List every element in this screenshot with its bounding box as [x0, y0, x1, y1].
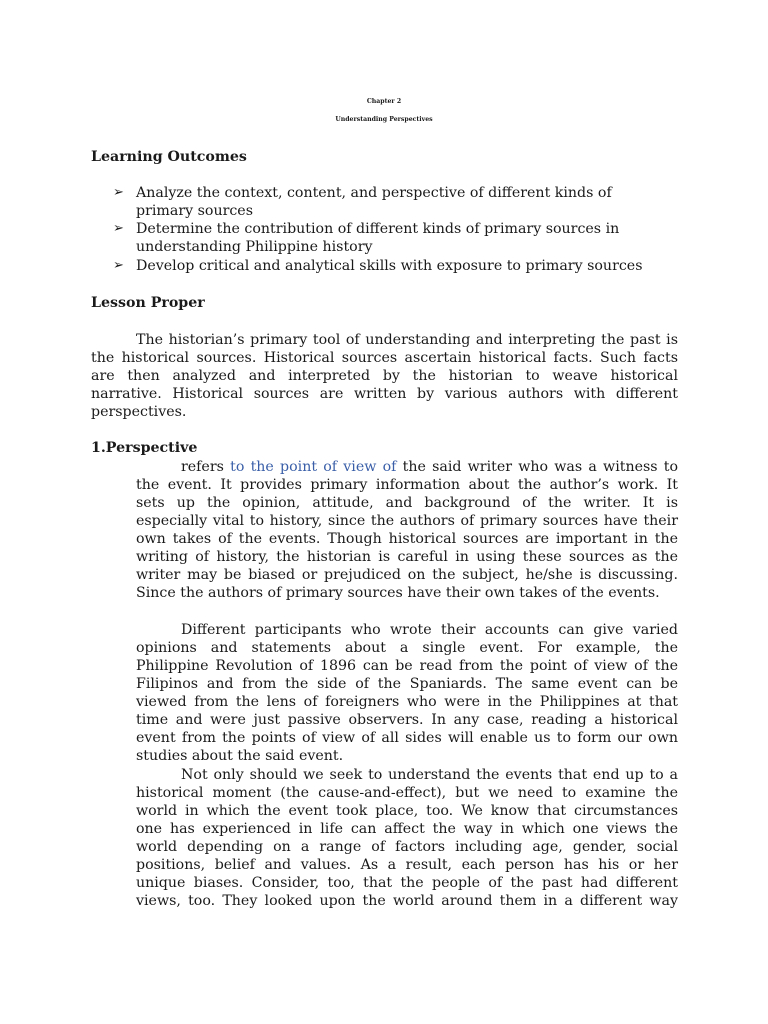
- list-item-text: Determine the contribution of different kinds of primary sources in: [136, 221, 620, 237]
- paragraph-line: event from the points of view of all sides will enable us to form our own: [136, 730, 678, 746]
- point-of-view-highlight: to the point of view of: [230, 459, 397, 475]
- paragraph-line: are then analyzed and interpreted by the historian to weave historical: [91, 368, 678, 384]
- paragraph-line: time and were just passive observers. In any case, reading a historical: [136, 712, 678, 728]
- paragraph-line: world in which the event took place, too. We know that circumstances: [136, 803, 678, 819]
- paragraph-line: viewed from the lens of foreigners who were in the Philippines at that: [136, 694, 678, 710]
- paragraph-line: Not only should we seek to understand the events that end up to a: [181, 767, 678, 783]
- list-item-text: Develop critical and analytical skills with exposure to primary sources: [136, 258, 643, 274]
- paragraph-line: Filipinos and from the side of the Spaniards. The same event can be: [136, 676, 678, 692]
- paragraph-line: views, too. They looked upon the world around them in a different way: [136, 893, 678, 909]
- paragraph-line: historical moment (the cause-and-effect), but we need to examine the: [136, 785, 678, 801]
- paragraph-line: the historical sources. Historical sources ascertain historical facts. Such facts: [91, 350, 678, 366]
- paragraph-line: opinions and statements about a single event. For example, the: [136, 640, 678, 656]
- list-item-text: understanding Philippine history: [136, 239, 373, 255]
- paragraph-line: writing of history, the historian is careful in using these sources as the: [136, 549, 678, 565]
- paragraph-line: Since the authors of primary sources have their own takes of the events.: [136, 585, 660, 601]
- paragraph-line: one has experienced in life can affect the way in which one views the: [136, 821, 678, 837]
- paragraph-line: Philippine Revolution of 1896 can be read from the point of view of the: [136, 658, 678, 674]
- paragraph-line: [181, 458, 678, 476]
- paragraph-line: especially vital to history, since the authors of primary sources have their: [136, 513, 678, 529]
- paragraph-line: world depending on a range of factors including age, gender, social: [136, 839, 678, 855]
- paragraph-line: the event. It provides primary information about the author’s work. It: [136, 477, 678, 493]
- paragraph-line: Different participants who wrote their accounts can give varied: [181, 622, 678, 638]
- paragraph-line: perspectives.: [91, 404, 187, 420]
- paragraph-line: writer may be biased or prejudiced on the subject, he/she is discussing.: [136, 567, 678, 583]
- paragraph-line: sets up the opinion, attitude, and background of the writer. It is: [136, 495, 678, 511]
- arrow-bullet-icon: ➢: [113, 221, 124, 236]
- section-perspective-heading: 1.Perspective: [91, 440, 198, 456]
- arrow-bullet-icon: ➢: [113, 185, 124, 200]
- paragraph-line: positions, belief and values. As a result, each person has his or her: [136, 857, 678, 873]
- paragraph-line: The historian’s primary tool of understanding and interpreting the past is: [136, 332, 678, 348]
- arrow-bullet-icon: ➢: [113, 258, 124, 273]
- paragraph-line: studies about the said event.: [136, 748, 344, 764]
- chapter-title: Understanding Perspectives: [335, 116, 433, 123]
- definition-rest: the said writer who was a witness to: [402, 459, 678, 475]
- paragraph-line: narrative. Historical sources are written by various authors with different: [91, 386, 678, 402]
- list-item-text: Analyze the context, content, and perspective of different kinds of: [136, 185, 612, 201]
- chapter-number: Chapter 2: [366, 98, 402, 105]
- lesson-proper-heading: Lesson Proper: [91, 295, 205, 311]
- list-item-text: primary sources: [136, 203, 253, 219]
- definition-lead: refers: [181, 459, 224, 475]
- learning-outcomes-heading: Learning Outcomes: [91, 149, 247, 165]
- paragraph-line: own takes of the events. Though historical sources are important in the: [136, 531, 678, 547]
- paragraph-line: unique biases. Consider, too, that the people of the past had different: [136, 875, 678, 891]
